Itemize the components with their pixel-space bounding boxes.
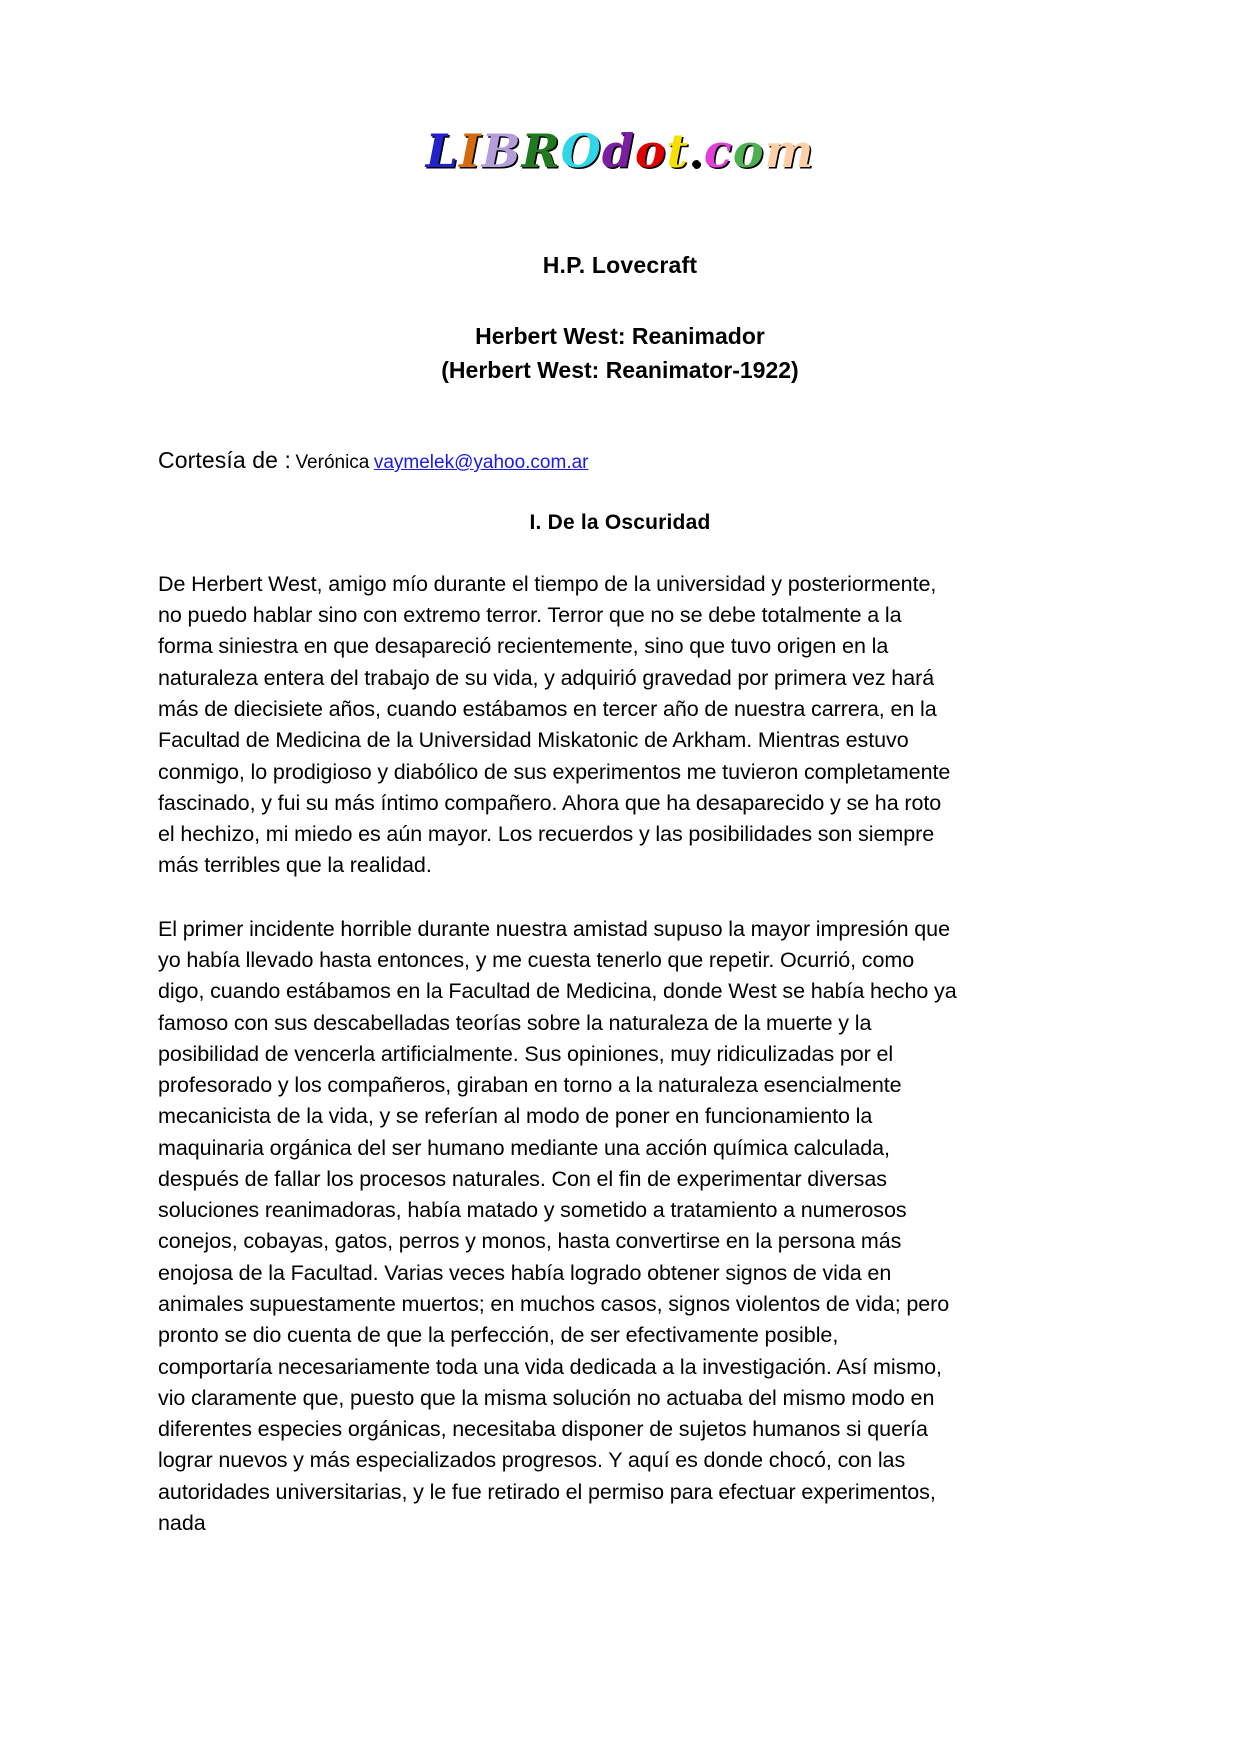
logo-letter: d <box>601 124 635 178</box>
title-block <box>0 252 1240 387</box>
courtesy-line <box>158 447 1240 475</box>
section-heading: I. De la Oscuridad <box>529 510 711 534</box>
courtesy-email-link[interactable]: vaymelek@yahoo.com.ar <box>373 452 589 474</box>
body-text <box>158 569 958 1539</box>
logo-letter: o <box>732 124 765 178</box>
logo-letter: R <box>521 124 561 178</box>
logo-letter: I <box>459 124 482 178</box>
site-logo[interactable] <box>0 0 1240 200</box>
courtesy-label: Cortesía de : <box>158 447 291 474</box>
logo-letter: L <box>425 124 460 178</box>
work-title <box>0 319 1240 387</box>
work-title-original: (Herbert West: Reanimator-1922) <box>441 357 799 384</box>
logo-letter: m <box>764 124 815 178</box>
paragraph: De Herbert West, amigo mío durante el tiempo de la universidad y posteriormente, no puedo hablar sino con extremo terror. Terror que no se debe totalmente a la forma siniestra en que desapareció recientemente, sino que tuvo origen en la naturaleza entera del trabajo de su vida, y adquirió gravedad por primera vez hará más de diecisiete años, cuando estábamos en tercer año de nuestra carrera, en la Facultad de Medicina de la Universidad Miskatonic de Arkham. Mientras estuvo conmigo, lo prodigioso y diabólico de sus experimentos me tuvieron completamente fascinado, y fui su más íntimo compañero. Ahora que ha desaparecido y se ha roto el hechizo, mi miedo es aún mayor. Los recuerdos y las posibilidades son siempre más terribles que la realidad. <box>158 571 951 878</box>
logo-letter: t <box>666 124 689 178</box>
author-name: H.P. Lovecraft <box>542 252 698 278</box>
librodot-logo-text <box>425 124 815 178</box>
courtesy-contributor-name: Verónica <box>295 452 370 474</box>
work-title-spanish: Herbert West: Reanimador <box>475 323 765 349</box>
logo-letter: o <box>634 124 667 178</box>
logo-letter: B <box>481 124 522 178</box>
logo-letter: O <box>560 124 602 178</box>
logo-letter: c <box>703 124 733 178</box>
logo-letter: . <box>688 130 704 177</box>
paragraph: El primer incidente horrible durante nuestra amistad supuso la mayor impresión que yo había llevado hasta entonces, y me cuesta tenerlo que repetir. Ocurrió, como digo, cuando estábamos en la Facultad de Medicina, donde West se había hecho ya famoso con sus descabelladas teorías sobre la naturaleza de la muerte y la posibilidad de vencerla artificialmente. Sus opiniones, muy ridiculizadas por el profesorado y los compañeros, giraban en torno a la naturaleza esencialmente mecanicista de la vida, y se referían al modo de poner en funcionamiento la maquinaria orgánica del ser humano mediante una acción química calculada, después de fallar los procesos naturales. Con el fin de experimentar diversas soluciones reanimadoras, había matado y sometido a tratamiento a numerosos conejos, cobayas, gatos, perros y monos, hasta convertirse en la persona más enojosa de la Facultad. Varias veces había logrado obtener signos de vida en animales supuestamente muertos; en muchos casos, signos violentos de vida; pero pronto se dio cuenta de que la perfección, de ser efectivamente posible, comportaría necesariamente toda una vida dedicada a la investigación. Así mismo, vio claramente que, puesto que la misma solución no actuaba del mismo modo en diferentes especies orgánicas, necesitaba disponer de sujetos humanos si quería lograr nuevos y más especializados progresos. Y aquí es donde chocó, con las autoridades universitarias, y le fue retirado el permiso para efectuar experimentos, nada <box>158 916 957 1536</box>
